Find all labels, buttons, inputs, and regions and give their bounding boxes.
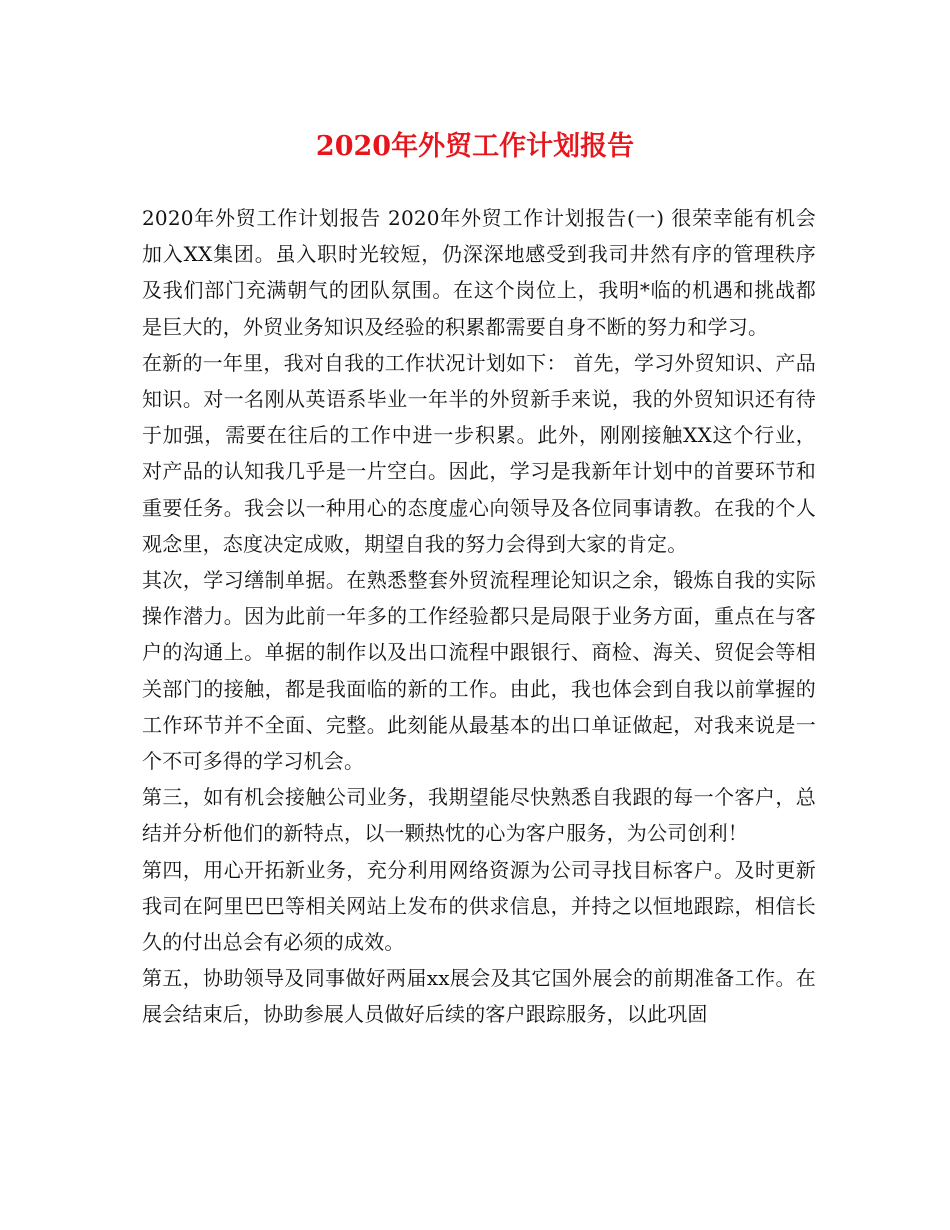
- paragraph: 其次，学习缮制单据。在熟悉整套外贸流程理论知识之余，锻炼自我的实际操作潜力。因为此前一年多的工作经验都只是局限于业务方面，重点在与客户的沟通上。单据的制作以及出口流程中跟银行、商检、海关、贸促会等相关部门的接触，都是我面临的新的工作。由此，我也体会到自我以前掌握的工作环节并不全面、完整。此刻能从最基本的出口单证做起，对我来说是一个不可多得的学习机会。: [142, 568, 816, 774]
- document-body: [142, 200, 816, 1033]
- paragraph: 第五，协助领导及同事做好两届xx展会及其它国外展会的前期准备工作。在展会结束后，协助参展人员做好后续的客户跟踪服务，以此巩固: [142, 966, 816, 1027]
- paragraph: 第四，用心开拓新业务，充分利用网络资源为公司寻找目标客户。及时更新我司在阿里巴巴等相关网站上发布的供求信息，并持之以恒地跟踪，相信长久的付出总会有必须的成效。: [142, 857, 816, 955]
- document-title: 2020年外贸工作计划报告: [315, 131, 635, 162]
- paragraph: 在新的一年里，我对自我的工作状况计划如下： 首先，学习外贸知识、产品知识。对一名刚从英语系毕业一年半的外贸新手来说，我的外贸知识还有待于加强，需要在往后的工作中进一步积累。此外，刚刚接触XX这个行业，对产品的认知我几乎是一片空白。因此，学习是我新年计划中的首要环节和重要任务。我会以一种用心的态度虚心向领导及各位同事请教。在我的个人观念里，态度决定成败，期望自我的努力会得到大家的肯定。: [142, 350, 816, 556]
- paragraph: 2020年外贸工作计划报告 2020年外贸工作计划报告(一) 很荣幸能有机会加入XX集团。虽入职时光较短，仍深深地感受到我司井然有序的管理秩序及我们部门充满朝气的团队氛围。在这个岗位上，我明*临的机遇和挑战都是巨大的，外贸业务知识及经验的积累都需要自身不断的努力和学习。: [142, 206, 816, 339]
- paragraph: 第三，如有机会接触公司业务，我期望能尽快熟悉自我跟的每一个客户，总结并分析他们的新特点，以一颗热忱的心为客户服务，为公司创利！: [142, 785, 816, 846]
